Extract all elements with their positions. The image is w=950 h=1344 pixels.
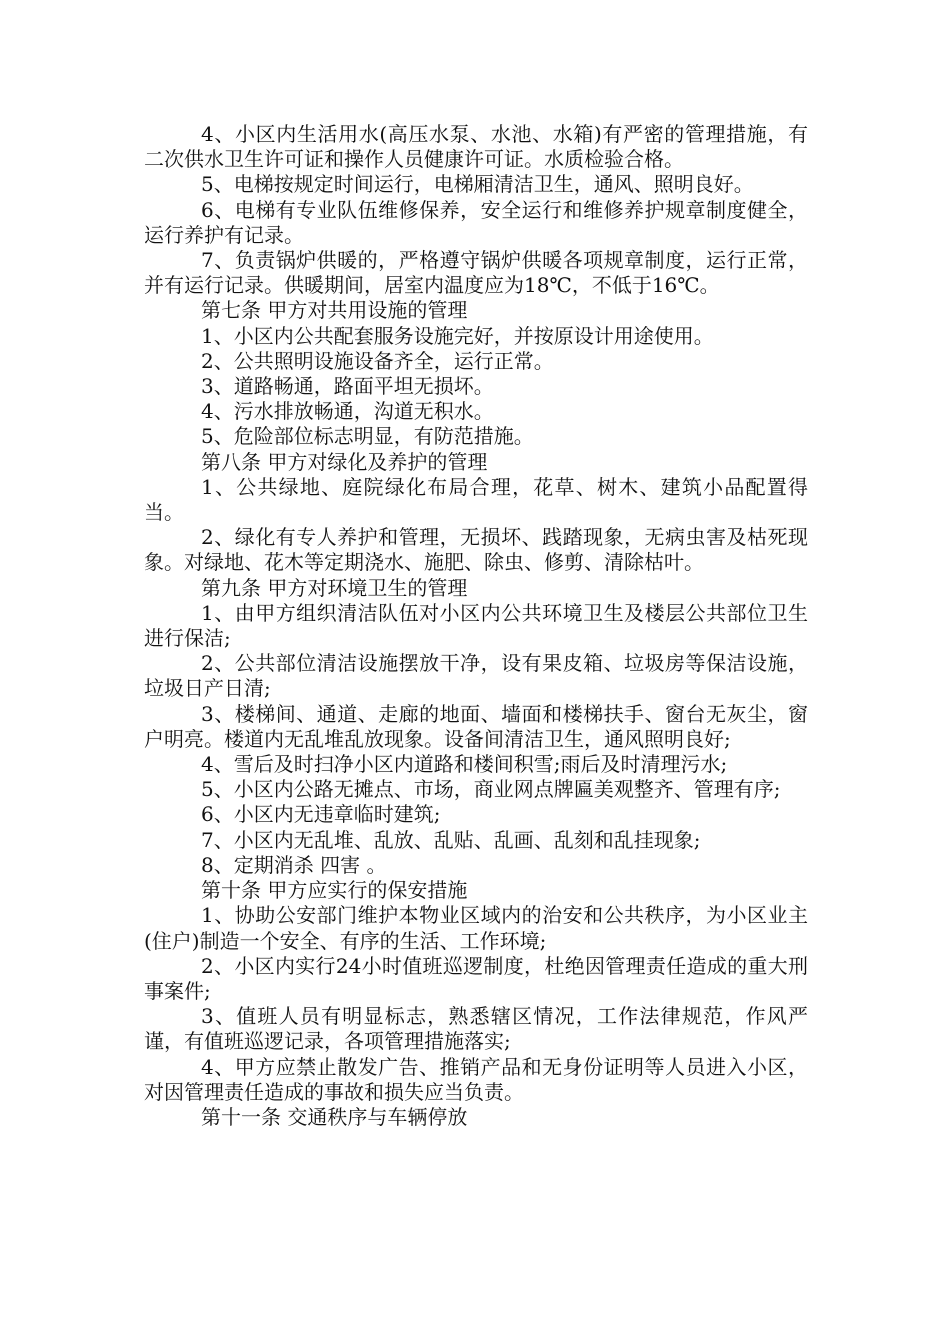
section-heading: 第七条 甲方对共用设施的管理 [201, 298, 468, 323]
clause-item: 4、小区内生活用水(高压水泵、水池、水箱)有严密的管理措施，有二次供水卫生许可证和操作人员健康许可证。水质检验合格。 [144, 122, 808, 172]
section-heading: 第九条 甲方对环境卫生的管理 [201, 575, 468, 600]
clause-item: 2、小区内实行24小时值班巡逻制度，杜绝因管理责任造成的重大刑事案件; [144, 953, 808, 1003]
clause-item: 2、绿化有专人养护和管理，无损坏、践踏现象，无病虫害及枯死现象。对绿地、花木等定期浇水、施肥、除虫、修剪、清除枯叶。 [144, 525, 808, 575]
clause-item: 3、值班人员有明显标志，熟悉辖区情况，工作法律规范，作风严谨，有值班巡逻记录，各项管理措施落实; [144, 1004, 808, 1054]
clause-item: 5、电梯按规定时间运行，电梯厢清洁卫生，通风、照明良好。 [201, 172, 754, 197]
clause-item: 8、定期消杀 四害 。 [201, 852, 387, 877]
clause-item: 6、电梯有专业队伍维修保养，安全运行和维修养护规章制度健全，运行养护有记录。 [144, 197, 808, 247]
clause-item: 4、雪后及时扫净小区内道路和楼间积雪;雨后及时清理污水; [201, 752, 728, 777]
section-heading: 第八条 甲方对绿化及养护的管理 [201, 449, 488, 474]
clause-item: 4、污水排放畅通，沟道无积水。 [201, 399, 494, 424]
clause-item: 1、小区内公共配套服务设施完好，并按原设计用途使用。 [201, 323, 714, 348]
clause-item: 2、公共部位清洁设施摆放干净，设有果皮箱、垃圾房等保洁设施，垃圾日产日清; [144, 651, 808, 701]
clause-item: 6、小区内无违章临时建筑; [201, 802, 441, 827]
clause-item: 3、楼梯间、通道、走廊的地面、墙面和楼梯扶手、窗台无灰尘，窗户明亮。楼道内无乱堆乱放现象。设备间清洁卫生，通风照明良好; [144, 701, 808, 751]
clause-item: 3、道路畅通，路面平坦无损坏。 [201, 374, 494, 399]
clause-item: 5、危险部位标志明显，有防范措施。 [201, 424, 534, 449]
clause-item: 5、小区内公路无摊点、市场，商业网点牌匾美观整齐、管理有序; [201, 777, 781, 802]
clause-item: 1、协助公安部门维护本物业区域内的治安和公共秩序，为小区业主(住户)制造一个安全、有序的生活、工作环境; [144, 903, 808, 953]
clause-item: 1、由甲方组织清洁队伍对小区内公共环境卫生及楼层公共部位卫生进行保洁; [144, 600, 808, 651]
section-heading: 第十一条 交通秩序与车辆停放 [201, 1104, 468, 1129]
clause-item: 1、公共绿地、庭院绿化布局合理，花草、树木、建筑小品配置得当。 [144, 474, 808, 525]
clause-item: 2、公共照明设施设备齐全，运行正常。 [201, 348, 554, 373]
clause-item: 4、甲方应禁止散发广告、推销产品和无身份证明等人员进入小区，对因管理责任造成的事故和损失应当负责。 [144, 1054, 808, 1104]
clause-item: 7、负责锅炉供暖的，严格遵守锅炉供暖各项规章制度，运行正常，并有运行记录。供暖期间，居室内温度应为18℃，不低于16℃。 [144, 248, 808, 298]
section-heading: 第十条 甲方应实行的保安措施 [201, 878, 468, 903]
document-body [144, 122, 808, 1130]
clause-item: 7、小区内无乱堆、乱放、乱贴、乱画、乱刻和乱挂现象; [201, 827, 701, 852]
